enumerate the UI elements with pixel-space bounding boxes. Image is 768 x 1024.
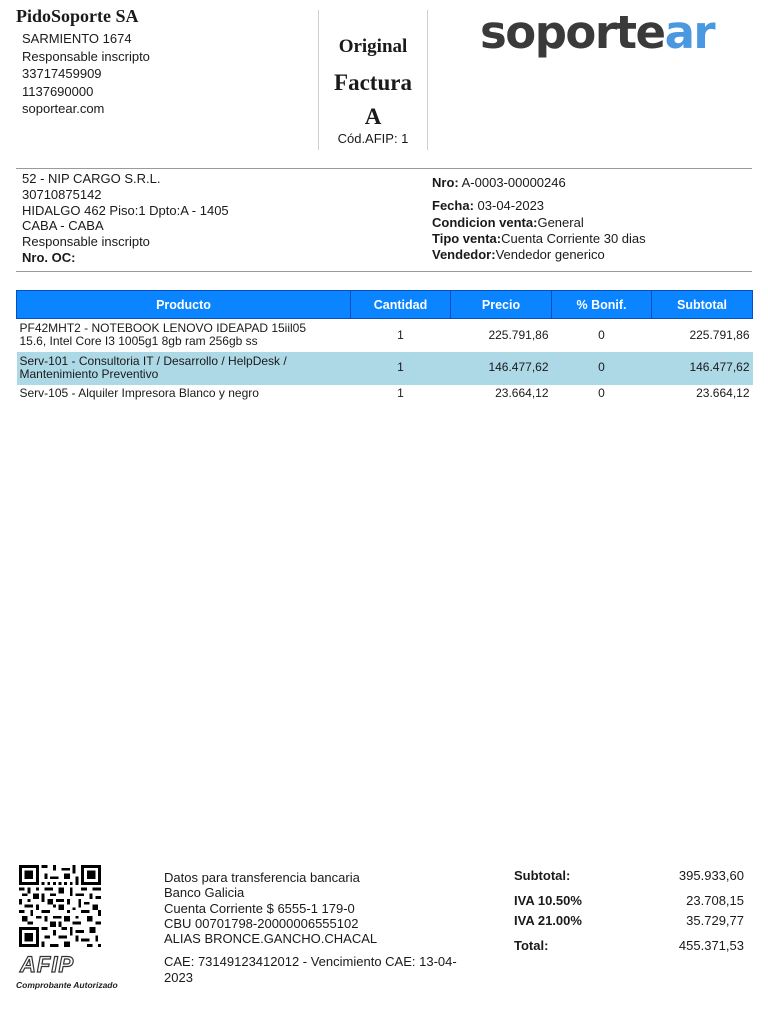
total-value: 455.371,53 [678,938,744,953]
header-producto: Producto [17,291,351,319]
issuer-phone: 1137690000 [22,83,94,99]
afip-caption: Comprobante Autorizado [16,980,118,990]
row-product [17,319,351,352]
sale-condition-row [432,215,584,230]
sale-condition-label: Condicion venta: [432,215,538,230]
sale-condition: General [537,215,584,230]
seller: Vendedor generico [495,247,605,262]
row-product [17,385,351,403]
sale-type-row [432,231,646,246]
client-oc [22,250,229,266]
row-product-line2: Mantenimiento Preventivo [19,367,159,381]
total-label: Total: [514,938,549,953]
invoice-date-label: Fecha: [432,198,474,213]
table-row [17,352,753,385]
afip-code: Cód.AFIP: 1 [337,131,409,146]
issuer-website: soportear.com [22,101,105,117]
qr-code [16,865,104,947]
afip-logo-text: AFIP [20,952,75,976]
client-cuit: 30710875142 [22,186,102,202]
bank-details [164,870,377,946]
logo-part-accent: ar [664,6,715,59]
header-divider [16,168,752,169]
invoice-date-row [432,198,544,213]
client-oc-label: Nro. OC: [22,249,76,265]
invoice-number-row [432,175,566,190]
iva-21-value: 35.729,77 [686,913,744,928]
row-price: 146.477,62 [451,352,552,385]
row-product-line2: 15.6, Intel Core I3 1005g1 8gb ram 256gb ss [19,334,258,349]
iva-21-label: IVA 21.00% [514,913,582,928]
row-product-line1: PF42MHT2 - NOTEBOOK LENOVO IDEAPAD 15iil05 [19,320,307,335]
seller-label: Vendedor: [432,247,496,262]
header-subtotal: Subtotal [652,291,753,319]
row-quantity: 1 [351,352,451,385]
issuer-address: SARMIENTO 1674 [22,31,132,46]
client-address: HIDALGO 462 Piso:1 Dpto:A - 1405 [22,202,229,218]
seller-row [432,247,605,262]
row-price: 225.791,86 [488,327,549,342]
issuer-cuit: 33717459909 [22,66,102,82]
client-divider [16,271,752,272]
row-subtotal: 225.791,86 [689,327,750,342]
table-row [17,385,753,403]
header-cantidad: Cantidad [351,291,451,319]
client-city: CABA - CABA [22,218,104,234]
cae-info: CAE: 73149123412012 - Vencimiento CAE: 13-04-2023 [164,954,457,985]
bank-account: Cuenta Corriente $ 6555-1 179-0 [164,900,355,916]
invoice-number-label: Nro: [432,175,459,190]
company-name: PidoSoporte SA [16,6,139,26]
client-iva-condition: Responsable inscripto [22,234,150,250]
issuer-details [22,30,150,118]
bank-cbu: CBU 00701798-20000006555102 [164,915,359,931]
client-details [22,171,229,266]
items-table [16,290,753,403]
items-header-row [17,291,753,319]
bank-alias: ALIAS BRONCE.GANCHO.CHACAL [164,931,378,947]
sale-type: Cuenta Corriente 30 dias [501,231,646,246]
row-discount: 0 [598,327,605,342]
row-quantity: 1 [397,385,404,400]
soportear-logo [480,4,714,62]
row-price: 23.664,12 [495,385,549,400]
issuer-iva-condition: Responsable inscripto [22,48,150,64]
table-row [17,319,753,352]
row-subtotal: 146.477,62 [652,352,753,385]
row-quantity: 1 [397,327,404,342]
bank-name: Banco Galicia [164,885,245,901]
logo-part-dark: soporte [480,6,665,59]
row-subtotal: 23.664,12 [696,385,750,400]
copy-label: Original [338,36,408,57]
row-discount: 0 [598,385,605,400]
sale-type-label: Tipo venta: [432,231,502,246]
row-product-line1: Serv-105 - Alquiler Impresora Blanco y negro [19,385,259,400]
invoice-number: A-0003-00000246 [461,175,566,190]
bank-title: Datos para transferencia bancaria [164,870,360,885]
document-type: Factura [334,70,412,95]
iva-105-value: 23.708,15 [686,893,744,908]
row-product [17,352,351,385]
header-bonif: % Bonif. [552,291,652,319]
client-name: 52 - NIP CARGO S.R.L. [22,171,161,186]
subtotal-value: 395.933,60 [678,868,744,883]
document-letter: A [364,104,382,129]
header-precio: Precio [451,291,552,319]
invoice-date: 03-04-2023 [477,198,545,213]
row-discount: 0 [552,352,652,385]
row-product-line1: Serv-101 - Consultoria IT / Desarrollo / HelpDesk / [19,353,287,368]
subtotal-label: Subtotal: [514,868,571,883]
afip-logo [18,952,96,976]
iva-105-label: IVA 10.50% [514,893,582,908]
